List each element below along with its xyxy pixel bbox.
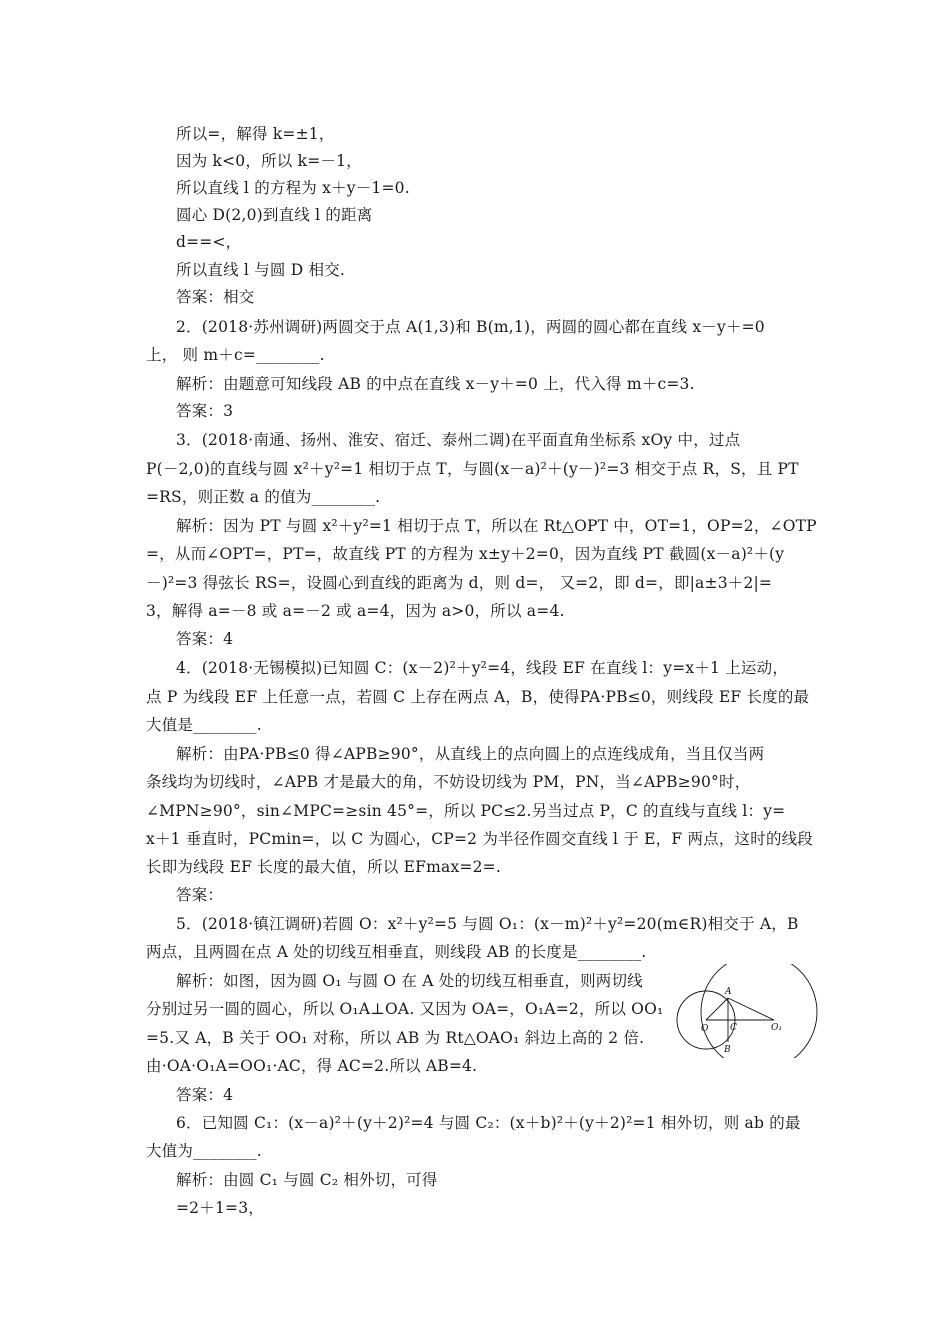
solution-line: =2＋1=3， (176, 1199, 264, 1217)
answer-line: 答案：相交 (176, 288, 255, 306)
label-a: A (725, 987, 732, 997)
text-line: d==<， (176, 233, 242, 251)
answer-line: 答案： (176, 886, 224, 904)
label-b: B (724, 1045, 731, 1055)
problem-6-line: 大值为________. (146, 1142, 262, 1160)
problem-4-line: 大值是________. (146, 716, 262, 734)
circle-o1 (701, 964, 817, 1058)
solution-line: －)²=3 得弦长 RS=，设圆心到直线的距离为 d，则 d=， 又=2，即 d=，即|a±3＋2|= (146, 574, 773, 592)
solution-line: 解析：由PA·PB≤0 得∠APB≥90°，从直线上的点向圆上的点连线成角，当且仅当两 (176, 745, 765, 763)
problem-3-line: =RS，则正数 a 的值为________. (146, 488, 381, 506)
problem-6-line: 6．已知圆 C₁：(x－a)²＋(y＋2)²=4 与圆 C₂：(x＋b)²＋(y＋2)²=1 相外切，则 ab 的最 (176, 1114, 801, 1132)
problem-2-line: 上， 则 m＋c=________. (146, 346, 325, 364)
solution-line: 分别过另一圆的圆心，所以 O₁A⊥OA. 又因为 OA=，O₁A=2，所以 OO₁ (146, 1000, 664, 1018)
solution-line: 由·OA·O₁A=OO₁·AC，得 AC=2.所以 AB=4. (146, 1057, 478, 1075)
solution-line: 解析：因为 PT 与圆 x²＋y²=1 相切于点 T，所以在 Rt△OPT 中，OT=1，OP=2，∠OTP (176, 517, 817, 535)
text-line: 所以直线 l 与圆 D 相交. (176, 261, 346, 279)
two-circles-diagram (672, 964, 822, 1058)
answer-line: 答案：4 (176, 630, 234, 648)
two-circles-figure (672, 964, 822, 1058)
problem-4-line: 点 P 为线段 EF 上任意一点，若圆 C 上存在两点 A，B，使得PA·PB≤0，则线段 EF 长度的最 (146, 688, 810, 706)
problem-5-line: 两点，且两圆在点 A 处的切线互相垂直，则线段 AB 的长度是________. (146, 943, 647, 961)
answer-line: 答案：3 (176, 402, 234, 420)
solution-line: =，从而∠OPT=，PT=，故直线 PT 的方程为 x±y＋2=0，因为直线 PT 截圆(x－a)²＋(y (146, 545, 785, 563)
text-line: 因为 k<0，所以 k=－1， (176, 152, 362, 170)
label-c: C (730, 1023, 737, 1033)
solution-line: x＋1 垂直时，PCmin=，以 C 为圆心，CP=2 为半径作圆交直线 l 于 E，F 两点，这时的线段 (146, 830, 814, 848)
solution-line: ∠MPN≥90°，sin∠MPC=≥sin 45°=，所以 PC≤2.另当过点 P，C 的直线与直线 l：y= (146, 802, 786, 820)
solution-line: 解析：由题意可知线段 AB 的中点在直线 x－y＋=0 上，代入得 m＋c=3. (176, 375, 695, 393)
solution-line: 解析：如图，因为圆 O₁ 与圆 O 在 A 处的切线互相垂直，则两切线 (176, 972, 643, 990)
problem-5-line: 5．(2018·镇江调研)若圆 O：x²＋y²=5 与圆 O₁：(x－m)²＋y²=20(m∈R)相交于 A，B (176, 915, 799, 933)
solution-line: 长即为线段 EF 长度的最大值，所以 EFmax=2=. (146, 858, 501, 876)
text-line: 圆心 D(2,0)到直线 l 的距离 (176, 206, 373, 224)
text-line: 所以直线 l 的方程为 x＋y－1=0. (176, 179, 410, 197)
solution-line: 条线均为切线时，∠APB 才是最大的角，不妨设切线为 PM，PN，当∠APB≥90°时， (146, 773, 751, 791)
label-o: O (701, 1024, 709, 1034)
label-o1: O₁ (771, 1023, 782, 1033)
problem-4-line: 4．(2018·无锡模拟)已知圆 C：(x－2)²＋y²=4，线段 EF 在直线 l：y=x＋1 上运动， (176, 659, 789, 677)
segment-oa (706, 998, 728, 1020)
solution-line: 解析：由圆 C₁ 与圆 C₂ 相外切，可得 (176, 1171, 438, 1189)
solution-line: 3，解得 a=－8 或 a=－2 或 a=4，因为 a>0，所以 a=4. (146, 602, 565, 620)
problem-3-line: 3．(2018·南通、扬州、淮安、宿迁、泰州二调)在平面直角坐标系 xOy 中，过点 (176, 431, 741, 449)
solution-line: =5.又 A，B 关于 OO₁ 对称，所以 AB 为 Rt△OAO₁ 斜边上高的 2 倍. (146, 1029, 645, 1047)
problem-2-line: 2．(2018·苏州调研)两圆交于点 A(1,3)和 B(m,1)，两圆的圆心都在直线 x－y＋=0 (176, 318, 765, 336)
problem-3-line: P(－2,0)的直线与圆 x²＋y²=1 相切于点 T，与圆(x－a)²＋(y－)²=3 相交于点 R，S，且 PT (146, 460, 799, 478)
answer-line: 答案：4 (176, 1086, 234, 1104)
text-line: 所以=，解得 k=±1， (176, 125, 335, 143)
